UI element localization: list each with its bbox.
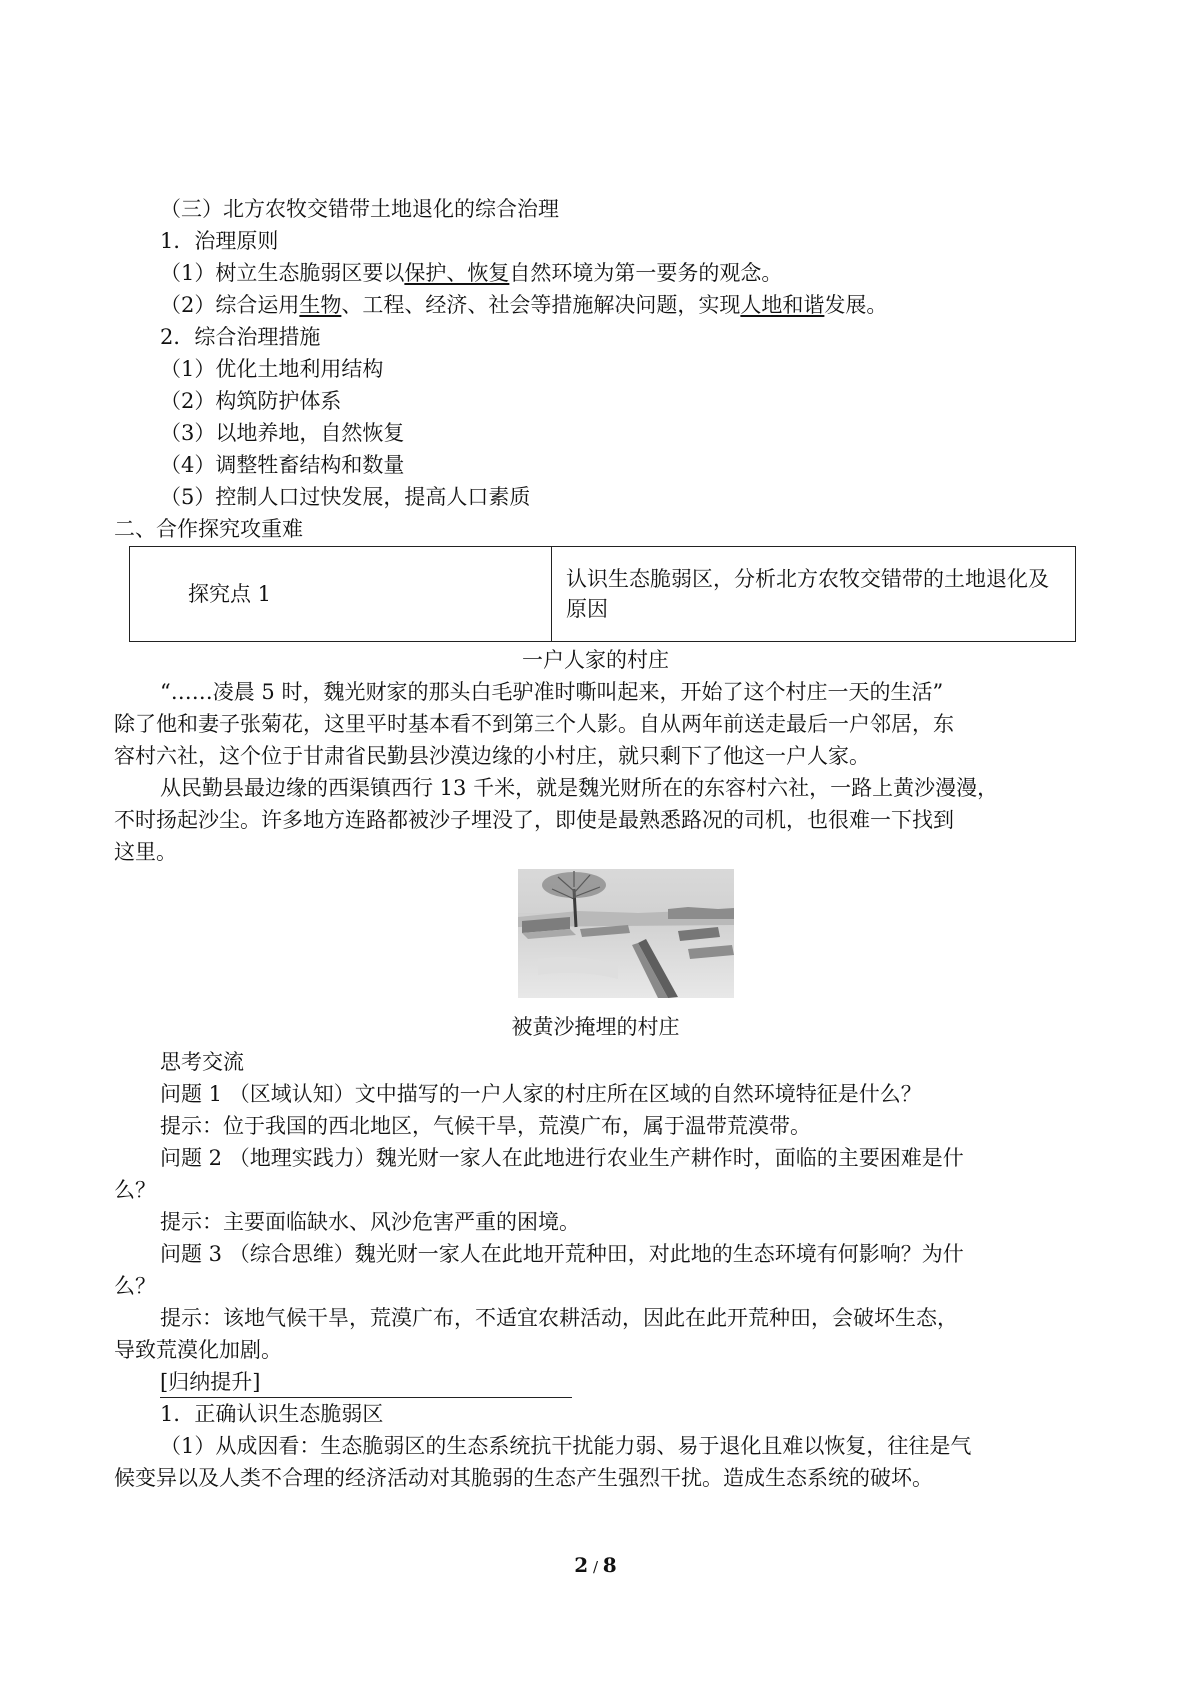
story-line: 除了他和妻子张菊花，这里平时基本看不到第三个人影。自从两年前送走最后一户邻居，东: [114, 712, 954, 736]
story-line: “……凌晨 5 时，魏光财家的那头白毛驴准时嘶叫起来，开始了这个村庄一天的生活”: [160, 680, 944, 704]
answer-3: 提示：该地气候干旱，荒漠广布，不适宜农耕活动，因此在此开荒种田，会破坏生态，: [160, 1306, 958, 1330]
question-2-cont: 么？: [114, 1178, 156, 1202]
answer-2: 提示：主要面临缺水、风沙危害严重的困境。: [160, 1210, 580, 1234]
story-line: 不时扬起沙尘。许多地方连路都被沙子埋没了，即使是最熟悉路况的司机，也很难一下找到: [114, 808, 954, 832]
page-number: 2 / 8: [574, 1553, 617, 1577]
measure-3: （3）以地养地，自然恢复: [160, 421, 405, 445]
measure-4: （4）调整牲畜结构和数量: [160, 453, 405, 477]
question-2: 问题 2 （地理实践力）魏光财一家人在此地进行农业生产耕作时，面临的主要困难是什: [160, 1146, 964, 1170]
question-3: 问题 3 （综合思维）魏光财一家人在此地开荒种田，对此地的生态环境有何影响？为什: [160, 1242, 964, 1266]
summary-label-row: [160, 1367, 572, 1398]
photo-caption: 被黄沙掩埋的村庄: [511, 1015, 680, 1039]
question-3-cont: 么？: [114, 1274, 156, 1298]
story-line: 容村六社，这个位于甘肃省民勤县沙漠边缘的小村庄，就只剩下了他这一户人家。: [114, 744, 870, 768]
summary-text-cont: 候变异以及人类不合理的经济活动对其脆弱的生态产生强烈干扰。造成生态系统的破坏。: [114, 1466, 933, 1490]
explore-content: 认识生态脆弱区，分析北方农牧交错带的土地退化及原因: [552, 547, 1076, 642]
story-line: 这里。: [114, 840, 177, 864]
buried-village-photo: [518, 869, 734, 998]
underlined-term: 保护、恢复: [404, 261, 510, 285]
measure-5: （5）控制人口过快发展，提高人口素质: [160, 485, 531, 509]
discussion-title: 思考交流: [160, 1050, 244, 1074]
heading-measures: 2．综合治理措施: [160, 325, 321, 349]
explore-label: 探究点 1: [130, 547, 552, 642]
answer-3-cont: 导致荒漠化加剧。: [114, 1338, 282, 1362]
underlined-term: 人地和谐: [740, 293, 825, 317]
answer-1: 提示：位于我国的西北地区，气候干旱，荒漠广布，属于温带荒漠带。: [160, 1114, 811, 1138]
measure-1: （1）优化土地利用结构: [160, 357, 384, 381]
question-1: 问题 1 （区域认知）文中描写的一户人家的村庄所在区域的自然环境特征是什么？: [160, 1082, 922, 1106]
story-title: 一户人家的村庄: [522, 648, 669, 672]
part-title: 二、合作探究攻重难: [114, 517, 303, 541]
summary-label: [归纳提升]: [160, 1367, 572, 1398]
principle-1: （1）树立生态脆弱区要以保护、恢复自然环境为第一要务的观念。: [160, 261, 783, 285]
section-title: （三）北方农牧交错带土地退化的综合治理: [160, 197, 559, 221]
underlined-term: 生物: [299, 293, 342, 317]
story-line: 从民勤县最边缘的西渠镇西行 13 千米，就是魏光财所在的东容村六社，一路上黄沙漫漫，: [160, 776, 999, 800]
principle-2: （2）综合运用生物、工程、经济、社会等措施解决问题，实现人地和谐发展。: [160, 293, 888, 317]
heading-principles: 1．治理原则: [160, 229, 279, 253]
measure-2: （2）构筑防护体系: [160, 389, 342, 413]
explore-table: [129, 546, 1076, 642]
summary-text: （1）从成因看：生态脆弱区的生态系统抗干扰能力弱、易于退化且难以恢复，往往是气: [160, 1434, 972, 1458]
summary-heading: 1．正确认识生态脆弱区: [160, 1402, 384, 1426]
